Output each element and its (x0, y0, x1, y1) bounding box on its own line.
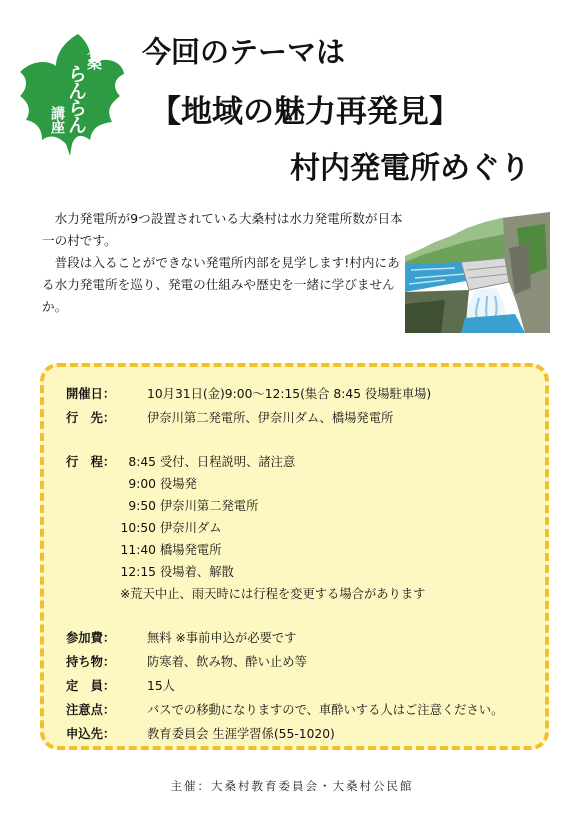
row-apply (66, 725, 335, 743)
intro-text (42, 208, 407, 318)
title-line-1: 今回のテーマは (142, 35, 346, 69)
capacity-value: 15人 (147, 679, 175, 693)
schedule-item (112, 453, 295, 471)
date-label: 開催日： (66, 387, 116, 401)
row-destination (66, 409, 394, 427)
schedule-time: 11:40 (120, 543, 156, 557)
items-label: 持ち物： (66, 655, 116, 669)
date-value: 10月31日(金)9:00～12:15(集合 8:45 役場駐車場) (147, 387, 432, 401)
schedule-item (112, 497, 258, 515)
row-schedule (66, 453, 115, 471)
logo-text-osa: 大桑 (85, 40, 103, 70)
schedule-text: 伊奈川ダム (160, 521, 222, 535)
title-line-2: 【地域の魅力再発見】 (150, 94, 460, 130)
logo-text-ranran: らんらん (65, 64, 87, 132)
schedule-label: 行 程： (66, 455, 116, 469)
row-caution (66, 701, 504, 719)
schedule-text: 伊奈川第二発電所 (160, 499, 259, 513)
title-line-3: 村内発電所めぐり (290, 151, 530, 186)
schedule-time: 10:50 (120, 521, 156, 535)
capacity-label: 定 員： (66, 679, 116, 693)
schedule-item (112, 541, 222, 559)
schedule-time: 9:50 (128, 499, 156, 513)
caution-value: バスでの移動になりますので、車酔いする人はご注意ください。 (147, 703, 504, 717)
event-info-box (40, 363, 549, 750)
row-fee (66, 629, 297, 647)
schedule-time: 9:00 (128, 477, 156, 491)
schedule-text: 橋場発電所 (160, 543, 222, 557)
organizer-footer: 主催：大桑村教育委員会・大桑村公民館 (170, 779, 414, 793)
schedule-time: 12:15 (120, 565, 156, 579)
schedule-text: 受付、日程説明、諸注意 (160, 455, 296, 469)
row-items (66, 653, 307, 671)
items-value: 防寒着、飲み物、酔い止め等 (147, 655, 307, 669)
schedule-item (112, 475, 197, 493)
fee-label: 参加費： (66, 631, 116, 645)
logo-text-koza: 講座 (49, 106, 65, 134)
caution-label: 注意点： (66, 703, 116, 717)
schedule-time: 8:45 (128, 455, 156, 469)
schedule-text: 役場着、解散 (160, 565, 234, 579)
dam-icon (405, 208, 550, 333)
schedule-text: 役場発 (160, 477, 197, 491)
row-capacity (66, 677, 175, 695)
schedule-item (112, 563, 234, 581)
row-date (66, 385, 432, 403)
destination-value: 伊奈川第二発電所、伊奈川ダム、橋場発電所 (147, 411, 394, 425)
intro-paragraph-1: 水力発電所が9つ設置されている大桑村は水力発電所数が日本一の村です。 (42, 211, 403, 248)
destination-label: 行 先： (66, 411, 116, 425)
intro-paragraph-2: 普段は入ることができない発電所内部を見学します!村内にある水力発電所を巡り、発電の仕組みや歴史を一緒に学びませんか。 (42, 255, 400, 314)
schedule-note: ※荒天中止、雨天時には行程を変更する場合があります (120, 587, 426, 601)
logo (20, 30, 132, 160)
schedule-item (112, 519, 222, 537)
dam-illustration (405, 208, 550, 333)
fee-value: 無料 ※事前申込が必要です (147, 631, 297, 645)
apply-label: 申込先： (66, 727, 116, 741)
apply-value: 教育委員会 生涯学習係(55-1020) (147, 727, 335, 741)
